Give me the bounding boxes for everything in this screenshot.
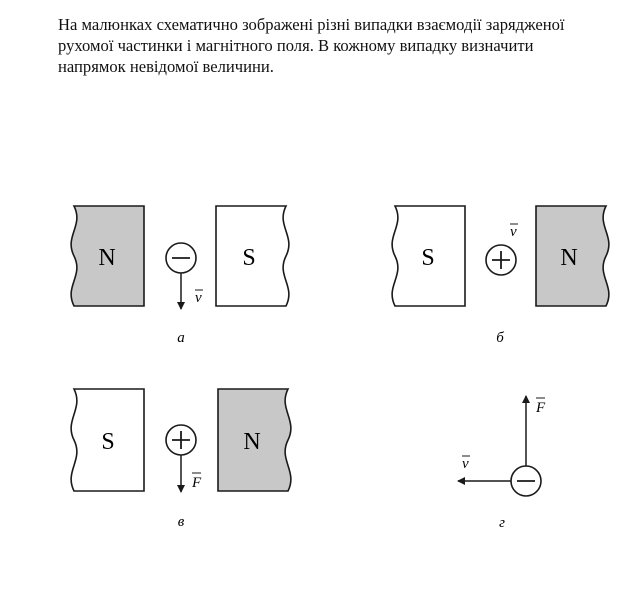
caption-c: в (177, 514, 185, 530)
pole-right-b: N (560, 245, 578, 271)
caption-a: а (177, 330, 185, 346)
velocity-label-b: v (510, 224, 517, 240)
force-label-c: F (192, 475, 202, 491)
pole-right-c: N (243, 429, 261, 455)
velocity-label-a: v (195, 290, 202, 306)
pole-left-c: S (101, 429, 115, 455)
force-label-d: F (536, 400, 546, 416)
caption-d: г (499, 515, 505, 531)
velocity-label-d: v (462, 456, 469, 472)
caption-b: б (496, 330, 504, 346)
pole-right-a: S (242, 245, 256, 271)
task-text: На малюнках схематично зображені різні випадки взаємодії зарядженої рухомої частинки і магнітного поля. В кожному випадку визначити напрямок невідомої величини. (58, 15, 565, 76)
panel-d (458, 396, 546, 531)
panel-a (71, 206, 289, 346)
pole-left-b: S (421, 245, 435, 271)
panel-b (392, 206, 609, 346)
pole-left-a: N (98, 245, 116, 271)
panel-c (71, 389, 291, 530)
